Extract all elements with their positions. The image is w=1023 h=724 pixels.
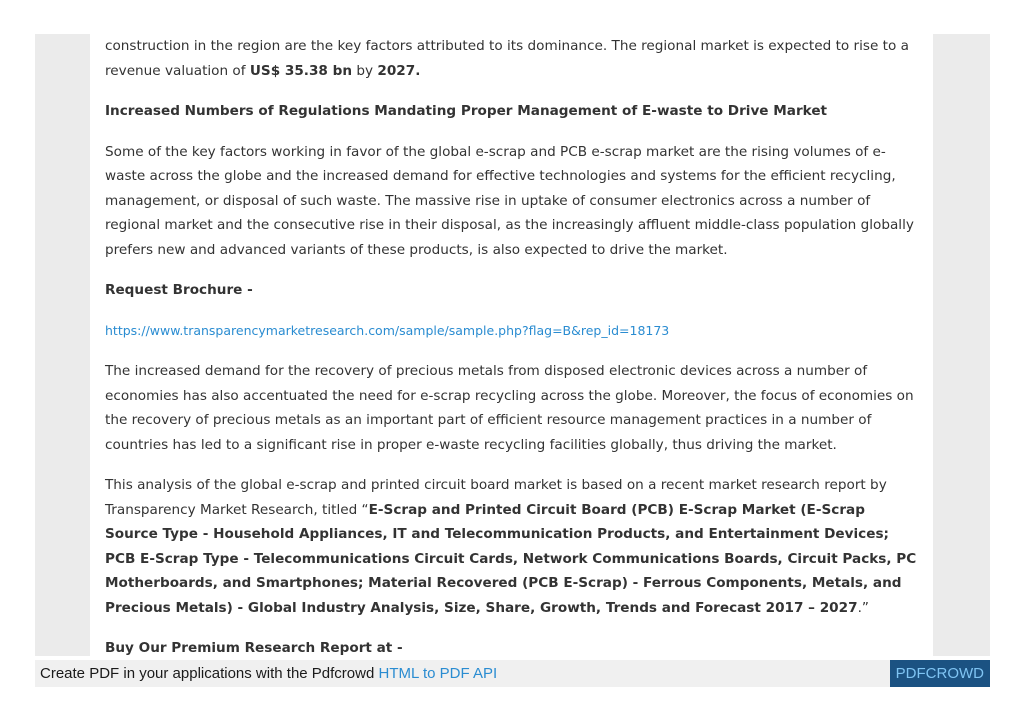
brochure-link[interactable]: https://www.transparencymarketresearch.com/sample/sample.php?flag=B&rep_id=18173 bbox=[105, 322, 670, 338]
revenue-value: US$ 35.38 bn bbox=[249, 62, 353, 79]
brochure-link-paragraph bbox=[105, 319, 918, 344]
paragraph-key-factors: Some of the key factors working in favor of the global e-scrap and PCB e-scrap market are the rising volumes of e-waste across the globe and the increased demand for effective technologies and systems for the efficient recycling, management, or disposal of such waste. The massive rise in uptake of consumer electronics across a number of regional market and the consecutive rise in their disposal, as the increasingly affluent middle-class population globally prefers new and advanced variants of these products, is also expected to drive the market. bbox=[105, 143, 914, 258]
buy-report-heading: Buy Our Premium Research Report at - bbox=[105, 640, 403, 656]
pdfcrowd-badge[interactable]: PDFCROWD bbox=[890, 660, 990, 687]
html-to-pdf-api-link[interactable]: HTML to PDF API bbox=[378, 665, 498, 682]
footer-text: Create PDF in your applications with the Pdfcrowd HTML to PDF API bbox=[40, 665, 498, 682]
section-heading-regulations: Increased Numbers of Regulations Mandating Proper Management of E-waste to Drive Market bbox=[105, 103, 828, 119]
paragraph-regional-market: construction in the region are the key factors attributed to its dominance. The regional market is expected to rise to a revenue valuation of US$ 35.38 bn by 2027. bbox=[105, 38, 909, 79]
article-content bbox=[90, 34, 933, 656]
request-brochure-heading: Request Brochure - bbox=[105, 282, 253, 298]
paragraph-precious-metals: The increased demand for the recovery of precious metals from disposed electronic devices across a number of economies has also accentuated the need for e-scrap recycling across the globe. Moreover, the focus of economies on the recovery of precious metals as an important part of efficient resource management practices in a number of countries has led to a significant rise in proper e-waste recycling facilities globally, thus driving the market. bbox=[105, 363, 914, 453]
year-value: 2027. bbox=[377, 62, 421, 79]
report-title: E-Scrap and Printed Circuit Board (PCB) E-Scrap Market (E-Scrap Source Type - Household Appliances, IT and Telecommunication Products, and Entertainment Devices; PCB E-Scrap Type - Telecommunications Circuit Cards, Network Communications Boards, Circuit Packs, PC Motherboards, and Smartphones; Material Recovered (PCB E-Scrap) - Ferrous Components, Metals, and Precious Metals) - Global Industry Analysis, Size, Share, Growth, Trends and Forecast 2017 – 2027 bbox=[105, 501, 917, 616]
pdfcrowd-footer bbox=[35, 660, 990, 687]
paragraph-report-title: This analysis of the global e-scrap and printed circuit board market is based on a recent market research report by Transparency Market Research, titled “E-Scrap and Printed Circuit Board (PCB) E-Scrap Market (E-Scrap Source Type - Household Appliances, IT and Telecommunication Products, and Entertainment Devices; PCB E-Scrap Type - Telecommunications Circuit Cards, Network Communications Boards, Circuit Packs, PC Motherboards, and Smartphones; Material Recovered (PCB E-Scrap) - Ferrous Components, Metals, and Precious Metals) - Global Industry Analysis, Size, Share, Growth, Trends and Forecast 2017 – 2027.” bbox=[105, 477, 917, 616]
